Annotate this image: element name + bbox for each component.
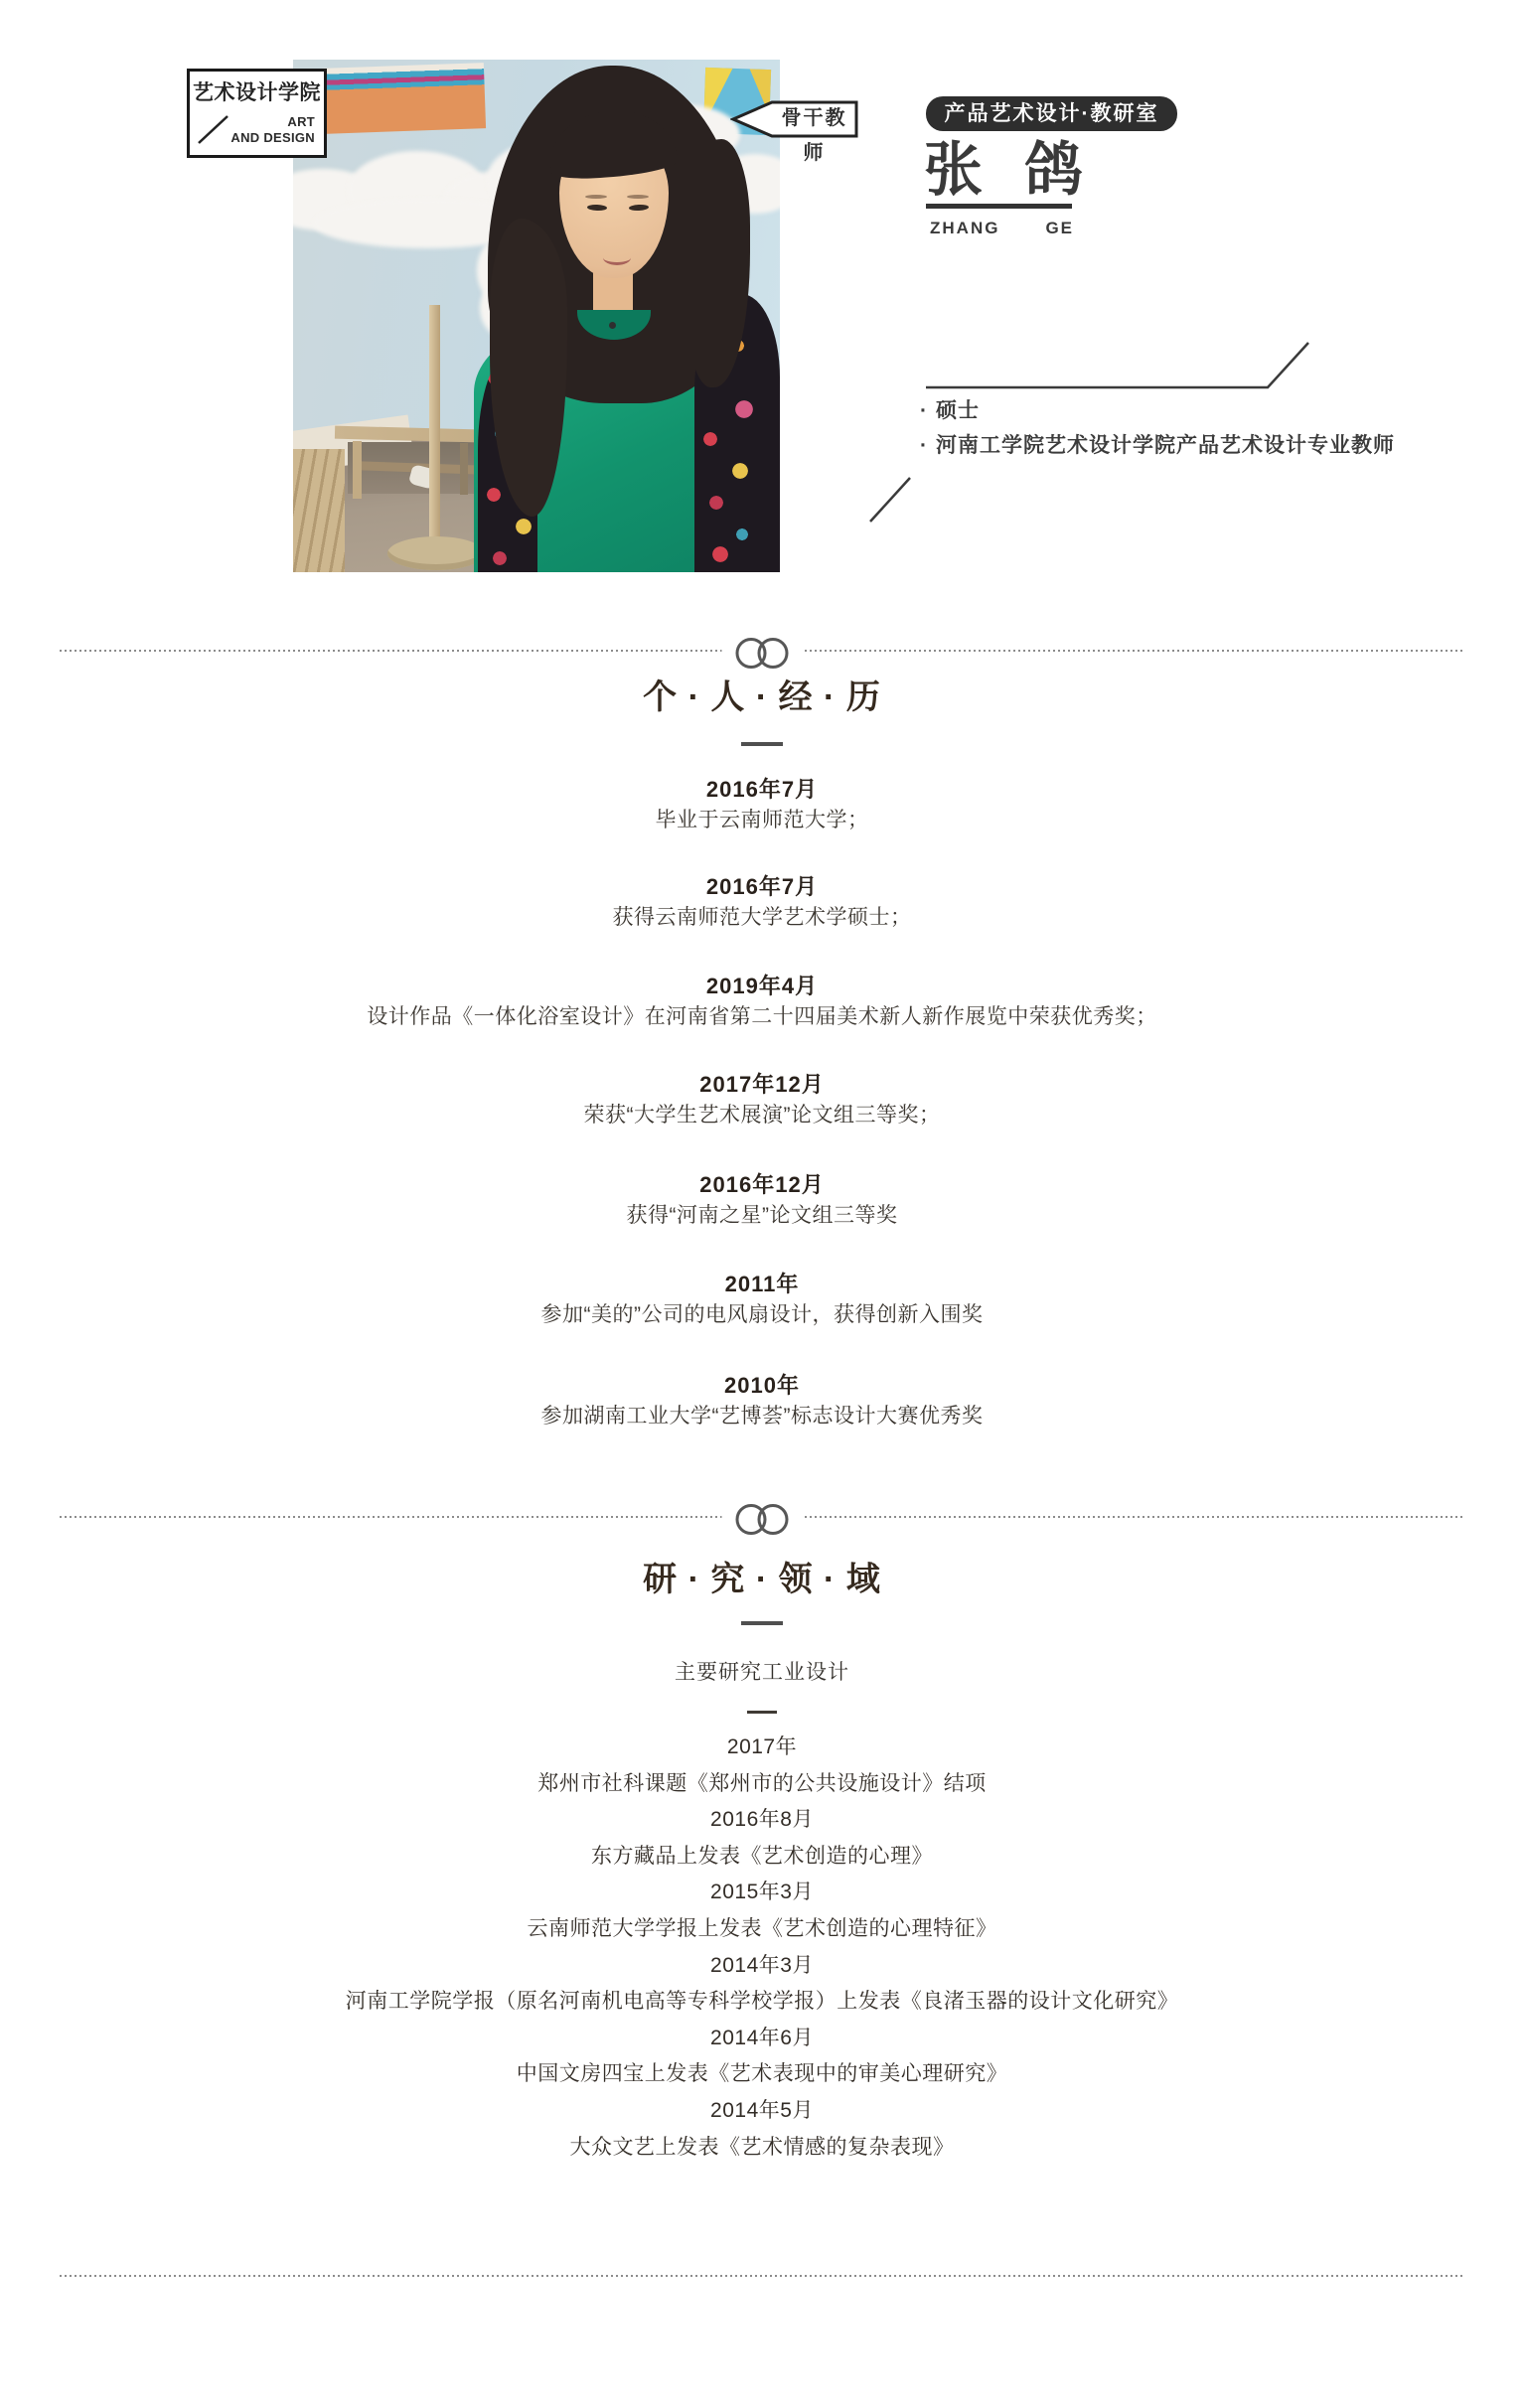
decorative-line-icon bbox=[918, 334, 1315, 393]
entry-date: 2011年 bbox=[724, 1272, 800, 1296]
department-pill: 产品艺术设计·教研室 bbox=[926, 96, 1177, 131]
entry-date: 2017年12月 bbox=[699, 1072, 825, 1097]
entry-desc: 获得云南师范大学艺术学硕士； bbox=[612, 906, 912, 929]
entry-desc: 获得“河南之星”论文组三等奖 bbox=[626, 1204, 898, 1227]
portrait-smile bbox=[603, 250, 631, 265]
experience-entry bbox=[0, 775, 1524, 836]
credential-text: 河南工学院艺术设计学院产品艺术设计专业教师 bbox=[936, 434, 1395, 457]
research-line: 2014年3月 bbox=[710, 1953, 814, 1977]
research-line: 郑州市社科课题《郑州市的公共设施设计》结项 bbox=[537, 1771, 987, 1795]
college-english-line1: ART bbox=[287, 114, 315, 129]
credential-item bbox=[920, 393, 1395, 428]
badge-label: 骨干教师 bbox=[781, 107, 847, 164]
dotted-divider bbox=[60, 2275, 1464, 2277]
entry-desc: 参加“美的”公司的电风扇设计，获得创新入围奖 bbox=[540, 1303, 984, 1326]
research-line: 2017年 bbox=[726, 1735, 798, 1758]
research-line: 云南师范大学学报上发表《艺术创造的心理特征》 bbox=[527, 1916, 997, 1940]
backbone-teacher-badge bbox=[730, 99, 859, 164]
research-line: 河南工学院学报（原名河南机电高等专科学校学报）上发表《良渚玉器的设计文化研究》 bbox=[345, 1990, 1179, 2014]
credential-item bbox=[920, 428, 1395, 463]
interlocking-rings-icon bbox=[722, 1504, 803, 1535]
experience-section-title: 个 · 人 · 经 · 历 bbox=[643, 678, 881, 716]
entry-date: 2016年7月 bbox=[705, 777, 819, 802]
research-line: 2015年3月 bbox=[710, 1881, 814, 1904]
photo-poster bbox=[322, 63, 486, 134]
college-name-english bbox=[230, 114, 315, 146]
experience-entry bbox=[0, 972, 1524, 1033]
experience-entry bbox=[0, 1371, 1524, 1432]
research-list bbox=[0, 1730, 1524, 2166]
interlocking-rings-icon bbox=[722, 638, 803, 669]
research-line: 2014年6月 bbox=[710, 2026, 814, 2049]
experience-entry bbox=[0, 1170, 1524, 1232]
credential-text: 硕士 bbox=[936, 399, 980, 422]
portrait-pendant bbox=[609, 322, 616, 329]
entry-desc: 设计作品《一体化浴室设计》在河南省第二十四届美术新人新作展览中荣获优秀奖； bbox=[367, 1005, 1157, 1028]
entry-desc: 毕业于云南师范大学； bbox=[655, 809, 869, 831]
ring-icon bbox=[758, 638, 789, 669]
entry-date: 2016年7月 bbox=[705, 874, 819, 899]
photo-stand-base bbox=[387, 536, 485, 570]
entry-desc: 荣获“大学生艺术展演”论文组三等奖； bbox=[583, 1104, 941, 1127]
research-section-title: 研 · 究 · 领 · 域 bbox=[643, 1561, 881, 1598]
bullet-dot: · bbox=[920, 434, 928, 457]
experience-entry bbox=[0, 1270, 1524, 1331]
research-line: 中国文房四宝上发表《艺术表现中的审美心理研究》 bbox=[516, 2062, 1008, 2086]
credentials-list bbox=[920, 393, 1395, 463]
entry-desc: 参加湖南工业大学“艺博荟”标志设计大赛优秀奖 bbox=[540, 1405, 984, 1428]
photo-stand-pole bbox=[429, 305, 440, 555]
entry-date: 2010年 bbox=[724, 1373, 800, 1398]
section-title-underline bbox=[741, 1621, 783, 1625]
research-line: 大众文艺上发表《艺术情感的复杂表现》 bbox=[569, 2135, 955, 2159]
research-intro: 主要研究工业设计 bbox=[675, 1661, 849, 1684]
research-line: 东方藏品上发表《艺术创造的心理》 bbox=[591, 1844, 933, 1868]
pinyin-given: GE bbox=[1045, 219, 1075, 237]
entry-date: 2016年12月 bbox=[699, 1172, 825, 1197]
name-surname: 张 bbox=[924, 137, 984, 203]
photo-bench-leg bbox=[353, 441, 362, 499]
section-title-underline bbox=[741, 742, 783, 746]
photo-plank-stack bbox=[293, 449, 345, 572]
slash-icon bbox=[866, 474, 916, 526]
experience-entry bbox=[0, 1070, 1524, 1131]
experience-entry bbox=[0, 872, 1524, 934]
name-underline bbox=[926, 204, 1072, 209]
name-given: 鸽 bbox=[1024, 137, 1084, 203]
research-line: 2014年5月 bbox=[710, 2098, 814, 2122]
ring-icon bbox=[758, 1504, 789, 1535]
college-name: 艺术设计学院 bbox=[193, 81, 321, 104]
college-logo bbox=[187, 69, 327, 158]
slash-icon bbox=[196, 113, 231, 147]
bullet-dot: · bbox=[920, 399, 928, 422]
pinyin-surname: ZHANG bbox=[930, 219, 1000, 237]
photo-bench-leg bbox=[460, 443, 468, 495]
small-dash-divider bbox=[747, 1711, 777, 1714]
portrait-eyebrow bbox=[627, 195, 649, 199]
college-english-line2: AND DESIGN bbox=[230, 130, 315, 145]
teacher-photo bbox=[293, 60, 780, 572]
teacher-name-pinyin bbox=[930, 219, 1074, 238]
portrait-eyebrow bbox=[585, 195, 607, 199]
research-line: 2016年8月 bbox=[710, 1808, 814, 1832]
teacher-name bbox=[924, 139, 1083, 201]
entry-date: 2019年4月 bbox=[705, 974, 819, 998]
